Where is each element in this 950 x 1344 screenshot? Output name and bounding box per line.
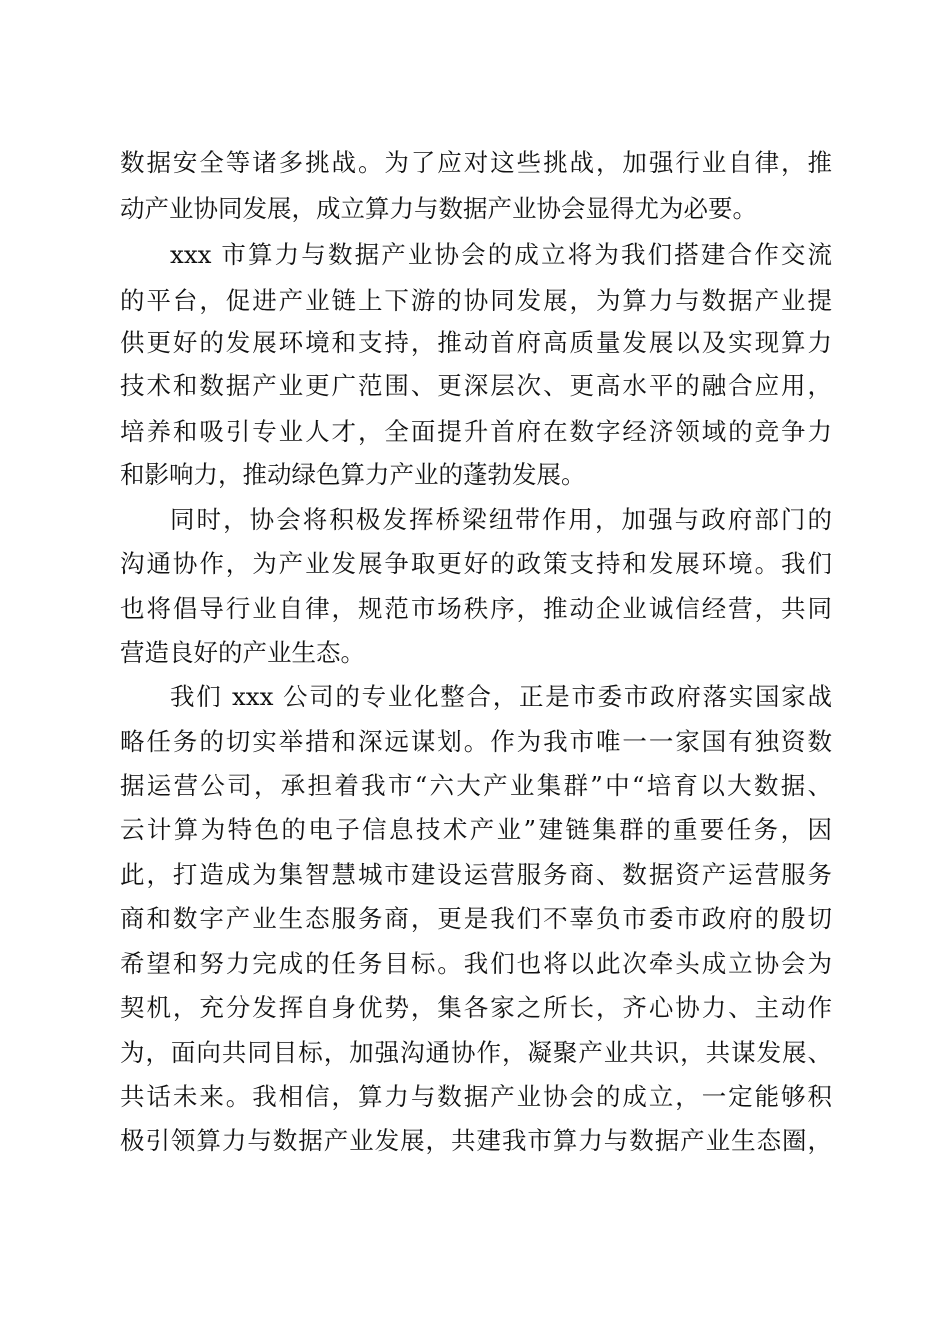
text-line: 技术和数据产业更广范围、更深层次、更高水平的融合应用，: [120, 371, 832, 400]
text-line: 培养和吸引专业人才，全面提升首府在数字经济领域的竞争力: [120, 417, 832, 446]
text-line: 动产业协同发展，成立算力与数据产业协会显得尤为必要。: [120, 194, 757, 223]
text-line: 营造良好的产业生态。: [120, 638, 365, 667]
text-line: 据运营公司，承担着我市“六大产业集群”中“培育以大数据、: [120, 771, 832, 800]
text-line: 希望和努力完成的任务目标。我们也将以此次牵头成立协会为: [120, 949, 832, 978]
text-line: 极引领算力与数据产业发展，共建我市算力与数据产业生态圈，: [120, 1126, 832, 1155]
text-line: 为，面向共同目标，加强沟通协作，凝聚产业共识，共谋发展、: [120, 1038, 832, 1067]
text-line: 也将倡导行业自律，规范市场秩序，推动企业诚信经营，共同: [120, 594, 832, 623]
text-line: 和影响力，推动绿色算力产业的蓬勃发展。: [120, 460, 586, 489]
text-line: 契机，充分发挥自身优势，集各家之所长，齐心协力、主动作: [120, 993, 832, 1022]
text-line: 供更好的发展环境和支持，推动首府高质量发展以及实现算力: [120, 328, 832, 357]
text-line: 我们 xxx 公司的专业化整合，正是市委市政府落实国家战: [170, 682, 832, 711]
text-line: xxx 市算力与数据产业协会的成立将为我们搭建合作交流: [170, 240, 832, 269]
text-line: 同时，协会将积极发挥桥梁纽带作用，加强与政府部门的: [170, 505, 832, 534]
text-line: 数据安全等诸多挑战。为了应对这些挑战，加强行业自律，推: [120, 148, 832, 177]
text-line: 商和数字产业生态服务商，更是我们不辜负市委市政府的殷切: [120, 904, 832, 933]
text-line: 沟通协作，为产业发展争取更好的政策支持和发展环境。我们: [120, 549, 832, 578]
text-line: 的平台，促进产业链上下游的协同发展，为算力与数据产业提: [120, 286, 832, 315]
text-line: 共话未来。我相信，算力与数据产业协会的成立，一定能够积: [120, 1082, 832, 1111]
text-line: 此，打造成为集智慧城市建设运营服务商、数据资产运营服务: [120, 860, 832, 889]
text-line: 云计算为特色的电子信息技术产业”建链集群的重要任务，因: [120, 815, 832, 844]
text-line: 略任务的切实举措和深远谋划。作为我市唯一一家国有独资数: [120, 727, 832, 756]
